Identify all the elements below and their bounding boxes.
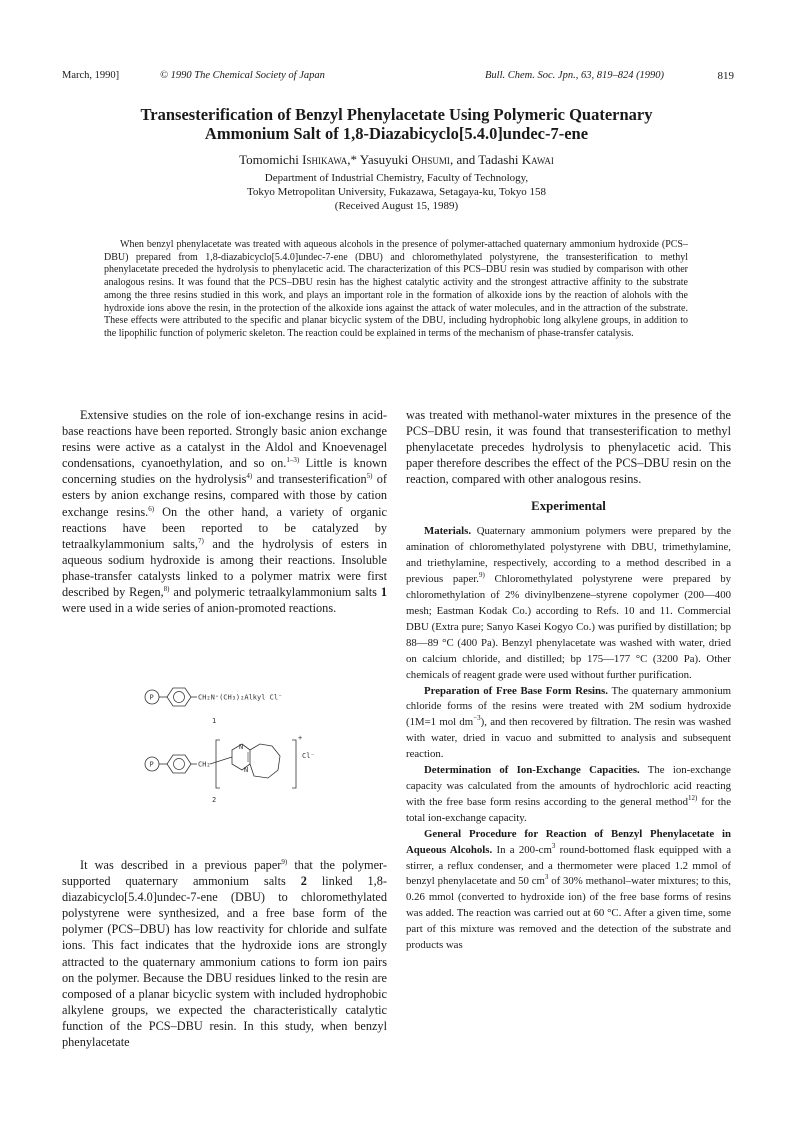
page-number: 819 bbox=[717, 70, 734, 82]
dbu-nitrogen-2: N bbox=[244, 766, 249, 774]
structure-1-label: 1 bbox=[212, 717, 217, 725]
preparation-paragraph: Preparation of Free Base Form Resins. The quaternary ammonium chloride forms of the resins were treated with 2M sodium hydroxide (1M=1 mol $dm^{-3}$), and then recovered by filtration. The resin was washed with water, dried in vacuo and submitted to analysis and subsequent reaction. bbox=[406, 684, 732, 761]
polymer-p-label-1: P bbox=[149, 693, 154, 702]
header-journal: Bull. Chem. Soc. Jpn., 63, 819–824 (1990) bbox=[485, 70, 665, 81]
citation: 7) bbox=[197, 536, 204, 545]
citation: 8) bbox=[163, 585, 170, 594]
corresponding-mark: ,* bbox=[347, 152, 360, 167]
section-heading-experimental: Experimental bbox=[531, 499, 606, 514]
citation: 9) bbox=[281, 858, 288, 866]
title-line-2: Ammonium Salt of 1,8-Diazabicyclo[5.4.0]undec-7-ene bbox=[204, 124, 589, 143]
intro-paragraph-1: Extensive studies on the role of ion-exchange resins in acid-base reactions have been reported. Strongly basic anion exchange resins were active as a catalyst in the Aldol and Knoevenagel condensations, cyanoethylation, and so on.$^{1-3)}$ Little is known concerning studies on the hydrolysis$^{4)}$ and transesterification$^{5)}$ of esters by anion exchange resins, compared with those by cation exchange resins.$^{6)}$ On the other hand, a variety of organic reactions have been reported to be catalyzed by tetraalkylammonium salts,$^{7)}$ and the hydrolysis of esters in aqueous sodium hydroxide is among their reactions. Insoluble phase-transfer catalysts linked to a polymer matrix were first described by Regen,$^{8)}$ and polymeric tetraalkylammonium salts 1 were used in a wide series of anion-promoted reactions. bbox=[62, 408, 387, 616]
materials-heading: Materials. bbox=[424, 525, 472, 538]
determination-heading: Determination of Ion-Exchange Capacities. bbox=[424, 764, 640, 777]
dbu-nitrogen-1: N bbox=[239, 743, 244, 751]
abstract bbox=[104, 239, 688, 341]
structure-1-formula: CH₂N⁺(CH₃)₂Alkyl Cl⁻ bbox=[198, 693, 283, 702]
compound-number: 1 bbox=[380, 585, 387, 600]
citation: 1–3) bbox=[286, 456, 300, 465]
structure-2-counterion: Cl⁻ bbox=[302, 752, 315, 760]
left-column-bottom bbox=[62, 857, 387, 1050]
citation: 4) bbox=[246, 472, 253, 481]
running-header bbox=[62, 70, 734, 86]
structure-2-ch2: CH₂ bbox=[198, 760, 211, 769]
compound-number: 2 bbox=[300, 874, 307, 889]
preparation-heading: Preparation of Free Base Form Resins. bbox=[424, 684, 608, 697]
abstract-text: When benzyl phenylacetate was treated with aqueous alcohols in the presence of polymer-attached quaternary ammonium hydroxide (PCS–DBU) prepared from 1,8-diazabicyclo[5.4.0]undec-7-ene (DBU) and chloromethylated polystyrene, the transesterification to methyl phenylacetate preceded the hydrolysis to phenylacetic acid. The characterization of this PCS–DBU resin was studied by comparison with other analogous resins. It was found that the PCS–DBU resin has the highest catalytic activity and the strongest attractive affinity to the substrate among the three resins studied in this work, and plays an important role in the formation of alkoxide ions by the reaction of alohols with the hydroxide ions above the resin, in the protection of the alkoxide ions against the attack of water molecules, and in the attraction of the substrate. These effects were attributed to the specific and planar bicyclic system of the DBU, including hydrophobic long alkylene groups, in addition to the lipophilic function of polymeric skeleton. The reaction could be explained in terms of the mechanism of phase-transfer catalysis. bbox=[104, 239, 688, 339]
affiliation-line-2: Tokyo Metropolitan University, Fukazawa, Setagaya-ku, Tokyo 158 bbox=[246, 186, 547, 198]
citation: 5) bbox=[366, 472, 373, 481]
citation: 9) bbox=[478, 571, 485, 580]
author-2-first: Yasuyuki bbox=[359, 152, 412, 167]
author-3-first: Tadashi bbox=[478, 152, 522, 167]
author-separator: , and bbox=[449, 152, 479, 167]
author-1-first: Tomomichi bbox=[239, 152, 303, 167]
affiliation-line-1: Department of Industrial Chemistry, Faculty of Technology, bbox=[264, 172, 529, 184]
citation: 6) bbox=[148, 504, 155, 513]
polymer-p-label-2: P bbox=[149, 760, 154, 769]
structure-2-charge: + bbox=[298, 734, 303, 742]
right-column bbox=[406, 407, 731, 954]
chemical-structures-figure bbox=[140, 680, 340, 830]
author-2-last: Ohsumi bbox=[411, 152, 450, 167]
general-procedure-heading: General Procedure for Reaction of Benzyl Phenylacetate in Aqueous Alcohols. bbox=[406, 827, 731, 856]
intro-paragraph-2: It was described in a previous paper$^{9)}$ that the polymer-supported quaternary ammonium salts 2 linked 1,8-diazabicyclo[5.4.0]undec-7-ene (DBU) to chloromethylated polystyrene were synthesized, and a free base form of the polymer (PCS–DBU) has low reactivity for chloride and sulfate ions. This fact indicates that the hydroxide ions are strongly attracted to the quaternary ammonium cations to form ion pairs on the polymer. Because the DBU residues linked to the resin are composed of a planar bicyclic system with included hydrophobic alkylene groups, we expected the characteristically catalytic function of the PCS–DBU resin. In this study, when benzyl phenylacetate bbox=[62, 858, 387, 1050]
citation: 12) bbox=[688, 793, 698, 802]
author-1-last: Ishikawa bbox=[302, 152, 348, 167]
structure-2 bbox=[145, 734, 315, 804]
materials-paragraph: Materials. Quaternary ammonium polymers were prepared by the amination of chloromethylated polystyrene with DBU, trimethylamine, and triethylamine, respectively, according to a method described in a previous paper.$^{9)}$ Chloromethylated polystyrene were prepared by chloromethylation of 2% divinylbenzene–styrene copolymer (200—400 mesh; Eastman Kodak Co.) according to Refs. 10 and 11. Commercial DBU (Extra pure; Sanyo Kasei Kogyo Co.) was purified by distillation; bp 88—89 °C (400 Pa). Benzyl phenylacetate was washed with water, dried on calcium chloride, and distilled; bp 175—177 °C (3200 Pa). Other chemicals of reagent grade were used without further purification. bbox=[406, 525, 731, 681]
header-date: March, 1990] bbox=[62, 70, 120, 81]
author-list bbox=[60, 152, 733, 168]
determination-paragraph: Determination of Ion-Exchange Capacities. The ion-exchange capacity was calculated from the amounts of hydrochloric acid reacting with the free base form resins according to the general method$^{12)}$ for the total ion-exchange capacity. bbox=[406, 764, 731, 824]
structure-1 bbox=[145, 688, 282, 725]
article-title bbox=[60, 105, 733, 143]
header-copyright: © 1990 The Chemical Society of Japan bbox=[160, 70, 325, 81]
title-line-1: Transesterification of Benzyl Phenylacetate Using Polymeric Quaternary bbox=[140, 105, 653, 124]
affiliation bbox=[60, 171, 733, 213]
intro-continuation: was treated with methanol-water mixtures in the presence of the PCS–DBU resin, it was found that transesterification to methyl phenylacetate precedes hydrolysis to phenylacetic acid. This paper therefore describes the effect of the PCS–DBU resin on the reaction, compared with other analogous resins. bbox=[406, 408, 731, 487]
structure-2-label: 2 bbox=[212, 796, 217, 804]
received-date: (Received August 15, 1989) bbox=[334, 200, 459, 212]
left-column-top bbox=[62, 407, 387, 616]
author-3-last: Kawai bbox=[521, 152, 554, 167]
general-procedure-paragraph: General Procedure for Reaction of Benzyl Phenylacetate in Aqueous Alcohols. In a $200-cm^3$ round-bottomed flask equipped with a stirrer, a reflux condenser, and a thermometer were placed 1.2 mmol of benzyl phenylacetate and 50 $cm^3$ of 30% methanol–water mixtures; to this, 0.26 mmol (converted to hydroxide ion) of the free base forms of resins was added. The reaction was carried out at 60 °C. After a given time, some part of this mixture was removed and the detection of the substrate and products was bbox=[406, 827, 732, 952]
